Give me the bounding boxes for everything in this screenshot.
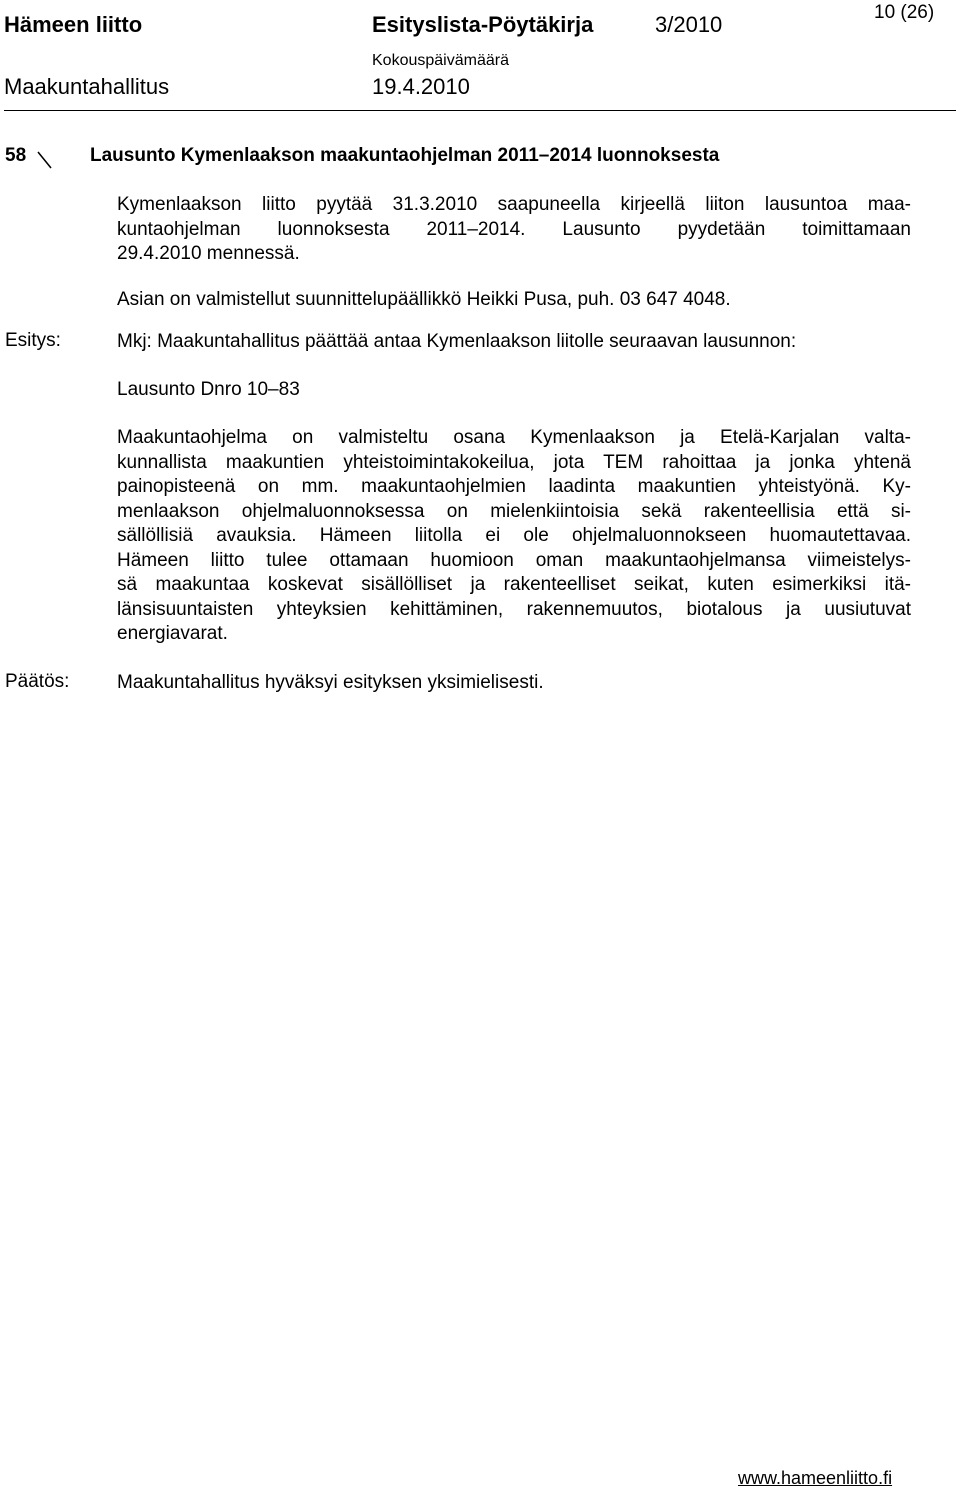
- section-title: Lausunto Kymenlaakson maakuntaohjelman 2011–2014 luonnoksesta: [90, 145, 720, 166]
- request-line: Kymenlaakson liitto pyytää 31.3.2010 saapuneella kirjeellä liiton lausuntoa maa-: [117, 194, 911, 215]
- preparer-info: Asian on valmistellut suunnittelupäällikkö Heikki Pusa, puh. 03 647 4048.: [117, 289, 731, 310]
- meeting-date-label: Kokouspäivämäärä: [372, 52, 509, 69]
- issue-number: 3/2010: [655, 12, 723, 37]
- decision-text: Maakuntahallitus hyväksyi esityksen yksimielisesti.: [117, 672, 544, 693]
- org-name: Hämeen liitto: [4, 12, 143, 37]
- statement-line: kunnallista maakuntien yhteistoimintakokeilua, jota TEM rahoittaa ja jonka yhtenä: [117, 451, 911, 473]
- statement-line: painopisteenä on mm. maakuntaohjelmien laadinta maakuntien yhteistyönä. Ky-: [117, 476, 911, 497]
- statement-line: Maakuntaohjelma on valmisteltu osana Kymenlaakson ja Etelä-Karjalan valta-: [117, 427, 911, 448]
- proposal-text: Mkj: Maakuntahallitus päättää antaa Kymenlaakson liitolle seuraavan lausunnon:: [117, 331, 797, 352]
- request-line: 29.4.2010 mennessä.: [117, 243, 300, 264]
- statement-line: sä maakuntaa koskevat sisällölliset ja rakenteelliset seikat, kuten esimerkiksi itä-: [117, 574, 911, 595]
- statement-line: energiavarat.: [117, 623, 228, 644]
- decision-label: Päätös:: [5, 671, 70, 692]
- statement-line: menlaakson ohjelmaluonnoksessa on mielenkiintoisia sekä rakenteellisia että si-: [117, 500, 911, 522]
- request-paragraph: [117, 193, 911, 267]
- meeting-date: 19.4.2010: [372, 74, 470, 99]
- governing-body: Maakuntahallitus: [4, 74, 170, 99]
- page-number: 10 (26): [874, 2, 935, 23]
- statement-line: länsisuuntaisten yhteyksien kehittäminen, rakennemuutos, biotalous ja uusiutuvat: [117, 598, 911, 620]
- statement-line: sällöllisiä avauksia. Hämeen liitolla ei ole ohjelmaluonnokseen huomautettavaa.: [117, 525, 911, 546]
- section-number: 58: [5, 145, 27, 166]
- statement-line: Hämeen liitto tulee ottamaan huomioon oman maakuntaohjelmansa viimeistelys-: [117, 549, 911, 571]
- statement-title: Lausunto Dnro 10–83: [117, 379, 300, 400]
- proposal-label: Esitys:: [5, 330, 61, 351]
- request-line: kuntaohjelman luonnoksesta 2011–2014. Lausunto pyydetään toimittamaan: [117, 218, 911, 240]
- document-type: Esityslista-Pöytäkirja: [372, 12, 594, 37]
- header-rule: [4, 110, 956, 111]
- statement-body: [117, 426, 911, 647]
- section-marker-icon: [35, 149, 57, 171]
- website-link[interactable]: www.hameenliitto.fi: [738, 1468, 893, 1488]
